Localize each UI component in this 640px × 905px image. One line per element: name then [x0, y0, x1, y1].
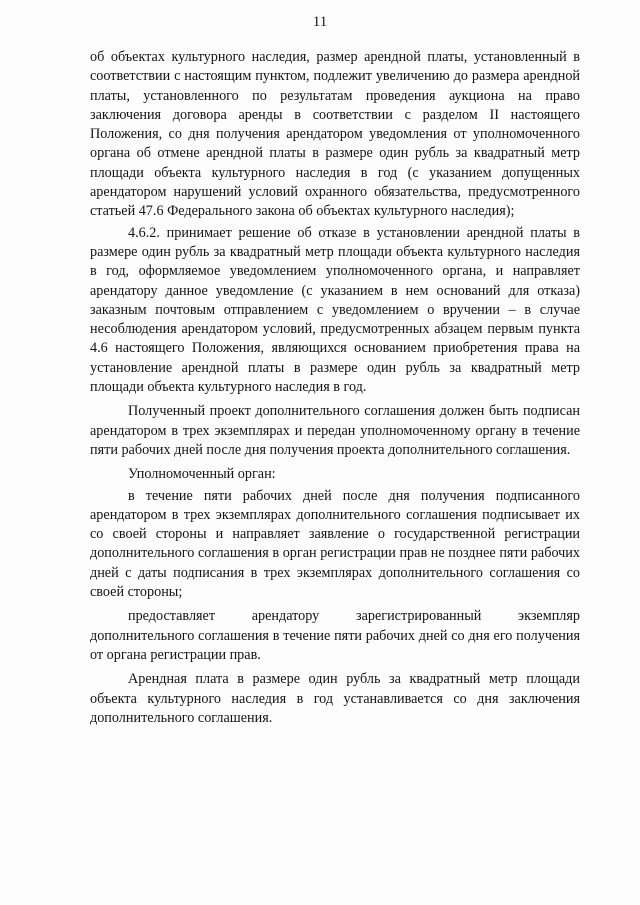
paragraph-draft-agreement: Полученный проект дополнительного соглашения должен быть подписан арендатором в трех экземплярах и передан уполномоченному органу в течение пяти рабочих дней после дня получения проекта дополнительного соглашения.: [90, 403, 580, 458]
paragraph-continuation: об объектах культурного наследия, размер арендной платы, установленный в соответствии с настоящим пунктом, подлежит увеличению до размера арендной платы, установленного по результатам проведения аукциона на право заключения договора аренды в соответствии с разделом II настоящего Положения, со дня получения арендатором уведомления от уполномоченного органа об отмене арендной платы в размере один рубль за квадратный метр площади объекта культурного наследия в год (с указанием допущенных арендатором нарушений условий охранного обязательства, предусмотренного статьей 47.6 Федерального закона об объектах культурного наследия);: [90, 49, 580, 220]
document-body: [90, 48, 580, 728]
paragraph-registration: в течение пяти рабочих дней после дня получения подписанного арендатором в трех экземплярах дополнительного соглашения подписывает их со своей стороны и направляет заявление о государственной регистрации дополнительного соглашения в орган регистрации прав не позднее пяти рабочих дней с даты подписания в трех экземплярах дополнительного соглашения со своей стороны;: [90, 487, 580, 601]
paragraph-provides-copy: предоставляет арендатору зарегистрированный экземпляр дополнительного соглашения в течение пяти рабочих дней со дня его получения от органа регистрации прав.: [90, 608, 580, 663]
paragraph-authorized-body: Уполномоченный орган:: [128, 466, 276, 483]
page-number: 11: [312, 14, 328, 30]
paragraph-clause-4-6-2: 4.6.2. принимает решение об отказе в установлении арендной платы в размере один рубль за квадратный метр площади объекта культурного наследия в год, оформляемое уведомлением уполномоченного органа, и направляет арендатору данное уведомление (с указанием в нем оснований для отказа) заказным почтовым отправлением с уведомлением о вручении – в случае несоблюдения арендатором условий, предусмотренных абзацем первым пункта 4.6 настоящего Положения, являющихся основанием приобретения права на установление арендной платы в размере один рубль за квадратный метр площади объекта культурного наследия в год.: [90, 224, 580, 396]
paragraph-rent-established: Арендная плата в размере один рубль за квадратный метр площади объекта культурного наследия в год устанавливается со дня заключения дополнительного соглашения.: [90, 671, 580, 726]
